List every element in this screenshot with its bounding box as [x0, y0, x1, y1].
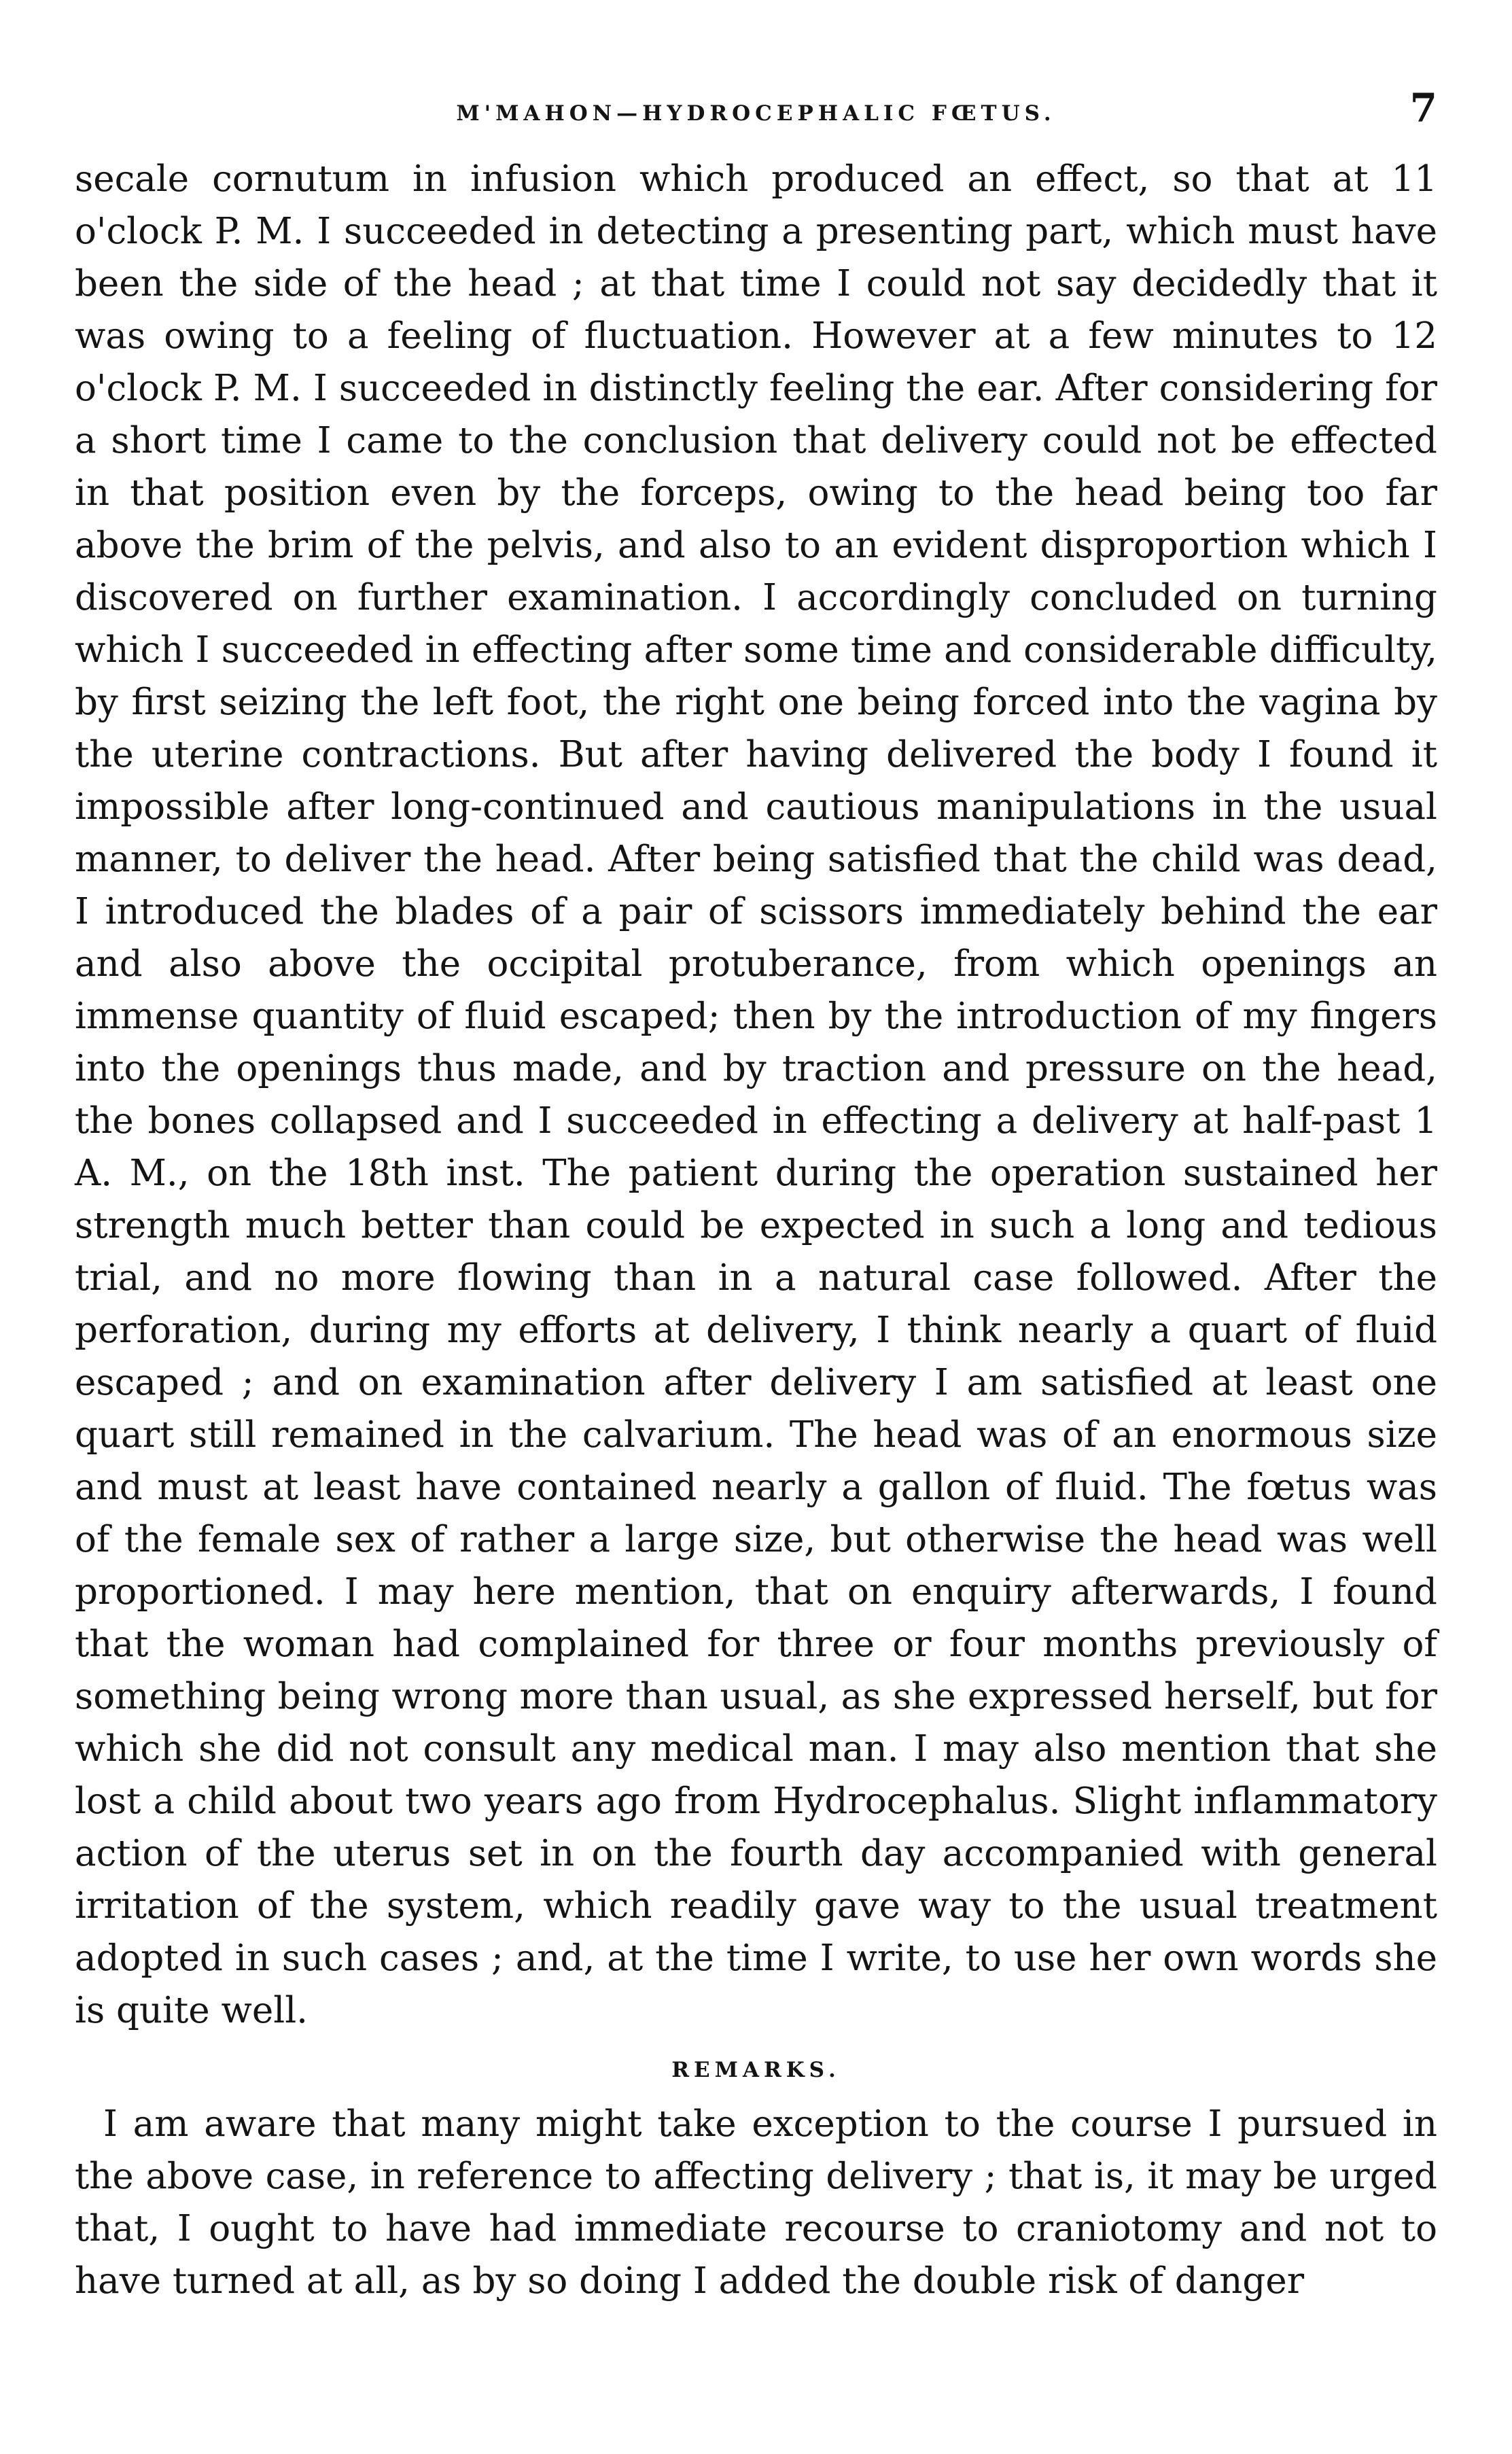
running-title: M'MAHON—HYDROCEPHALIC FŒTUS. [456, 101, 1056, 126]
running-header [75, 78, 1437, 153]
remarks-paragraph: I am aware that many might take exception to the course I pursued in the above case, in reference to affecting delivery ; that is, it may be urged that, I ought to have had immediate recourse to craniotomy and not to have turned at all, as by so doing I added the double risk of danger [75, 2103, 1437, 2302]
remarks-section [75, 2098, 1437, 2307]
remarks-heading: REMARKS. [671, 2058, 841, 2082]
page-number: 7 [1409, 85, 1437, 131]
article-body [75, 153, 1437, 2037]
case-paragraph: secale cornutum in infusion which produced an effect, so that at 11 o'clock P. M. I succeeded in detecting a presenting part, which must have been the side of the head ; at that time I could not say decidedly that it was owing to a feeling of fluctuation. However at a few minutes to 12 o'clock P. M. I succeeded in distinctly feeling the ear. After considering for a short time I came to the conclusion that delivery could not be effected in that position even by the forceps, owing to the head being too far above the brim of the pelvis, and also to an evident disproportion which I discovered on further examination. I accordingly concluded on turning which I succeeded in effecting after some time and considerable difficulty, by first seizing the left foot, the right one being forced into the vagina by the uterine contractions. But after having delivered the body I found it impossible after long-continued and cautious manipulations in the usual manner, to deliver the head. After being satisfied that the child was dead, I introduced the blades of a pair of scissors immediately behind the ear and also above the occipital protuberance, from which openings an immense quantity of fluid escaped; then by the introduction of my fingers into the openings thus made, and by traction and pressure on the head, the bones collapsed and I succeeded in effecting a delivery at half-past 1 A. M., on the 18th inst. The patient during the operation sustained her strength much better than could be expected in such a long and tedious trial, and no more flowing than in a natural case followed. After the perforation, during my efforts at delivery, I think nearly a quart of fluid escaped ; and on examination after delivery I am satisfied at least one quart still remained in the calvarium. The head was of an enormous size and must at least have contained nearly a gallon of fluid. The fœtus was of the female sex of rather a large size, but otherwise the head was well proportioned. I may here mention, that on enquiry afterwards, I found that the woman had complained for three or four months previously of something being wrong more than usual, as she expressed herself, but for which she did not consult any medical man. I may also mention that she lost a child about two years ago from Hydrocephalus. Slight inflammatory action of the uterus set in on the fourth day accompanied with general irritation of the system, which readily gave way to the usual treatment adopted in such cases ; and, at the time I write, to use her own words she is quite well. [75, 158, 1437, 2031]
